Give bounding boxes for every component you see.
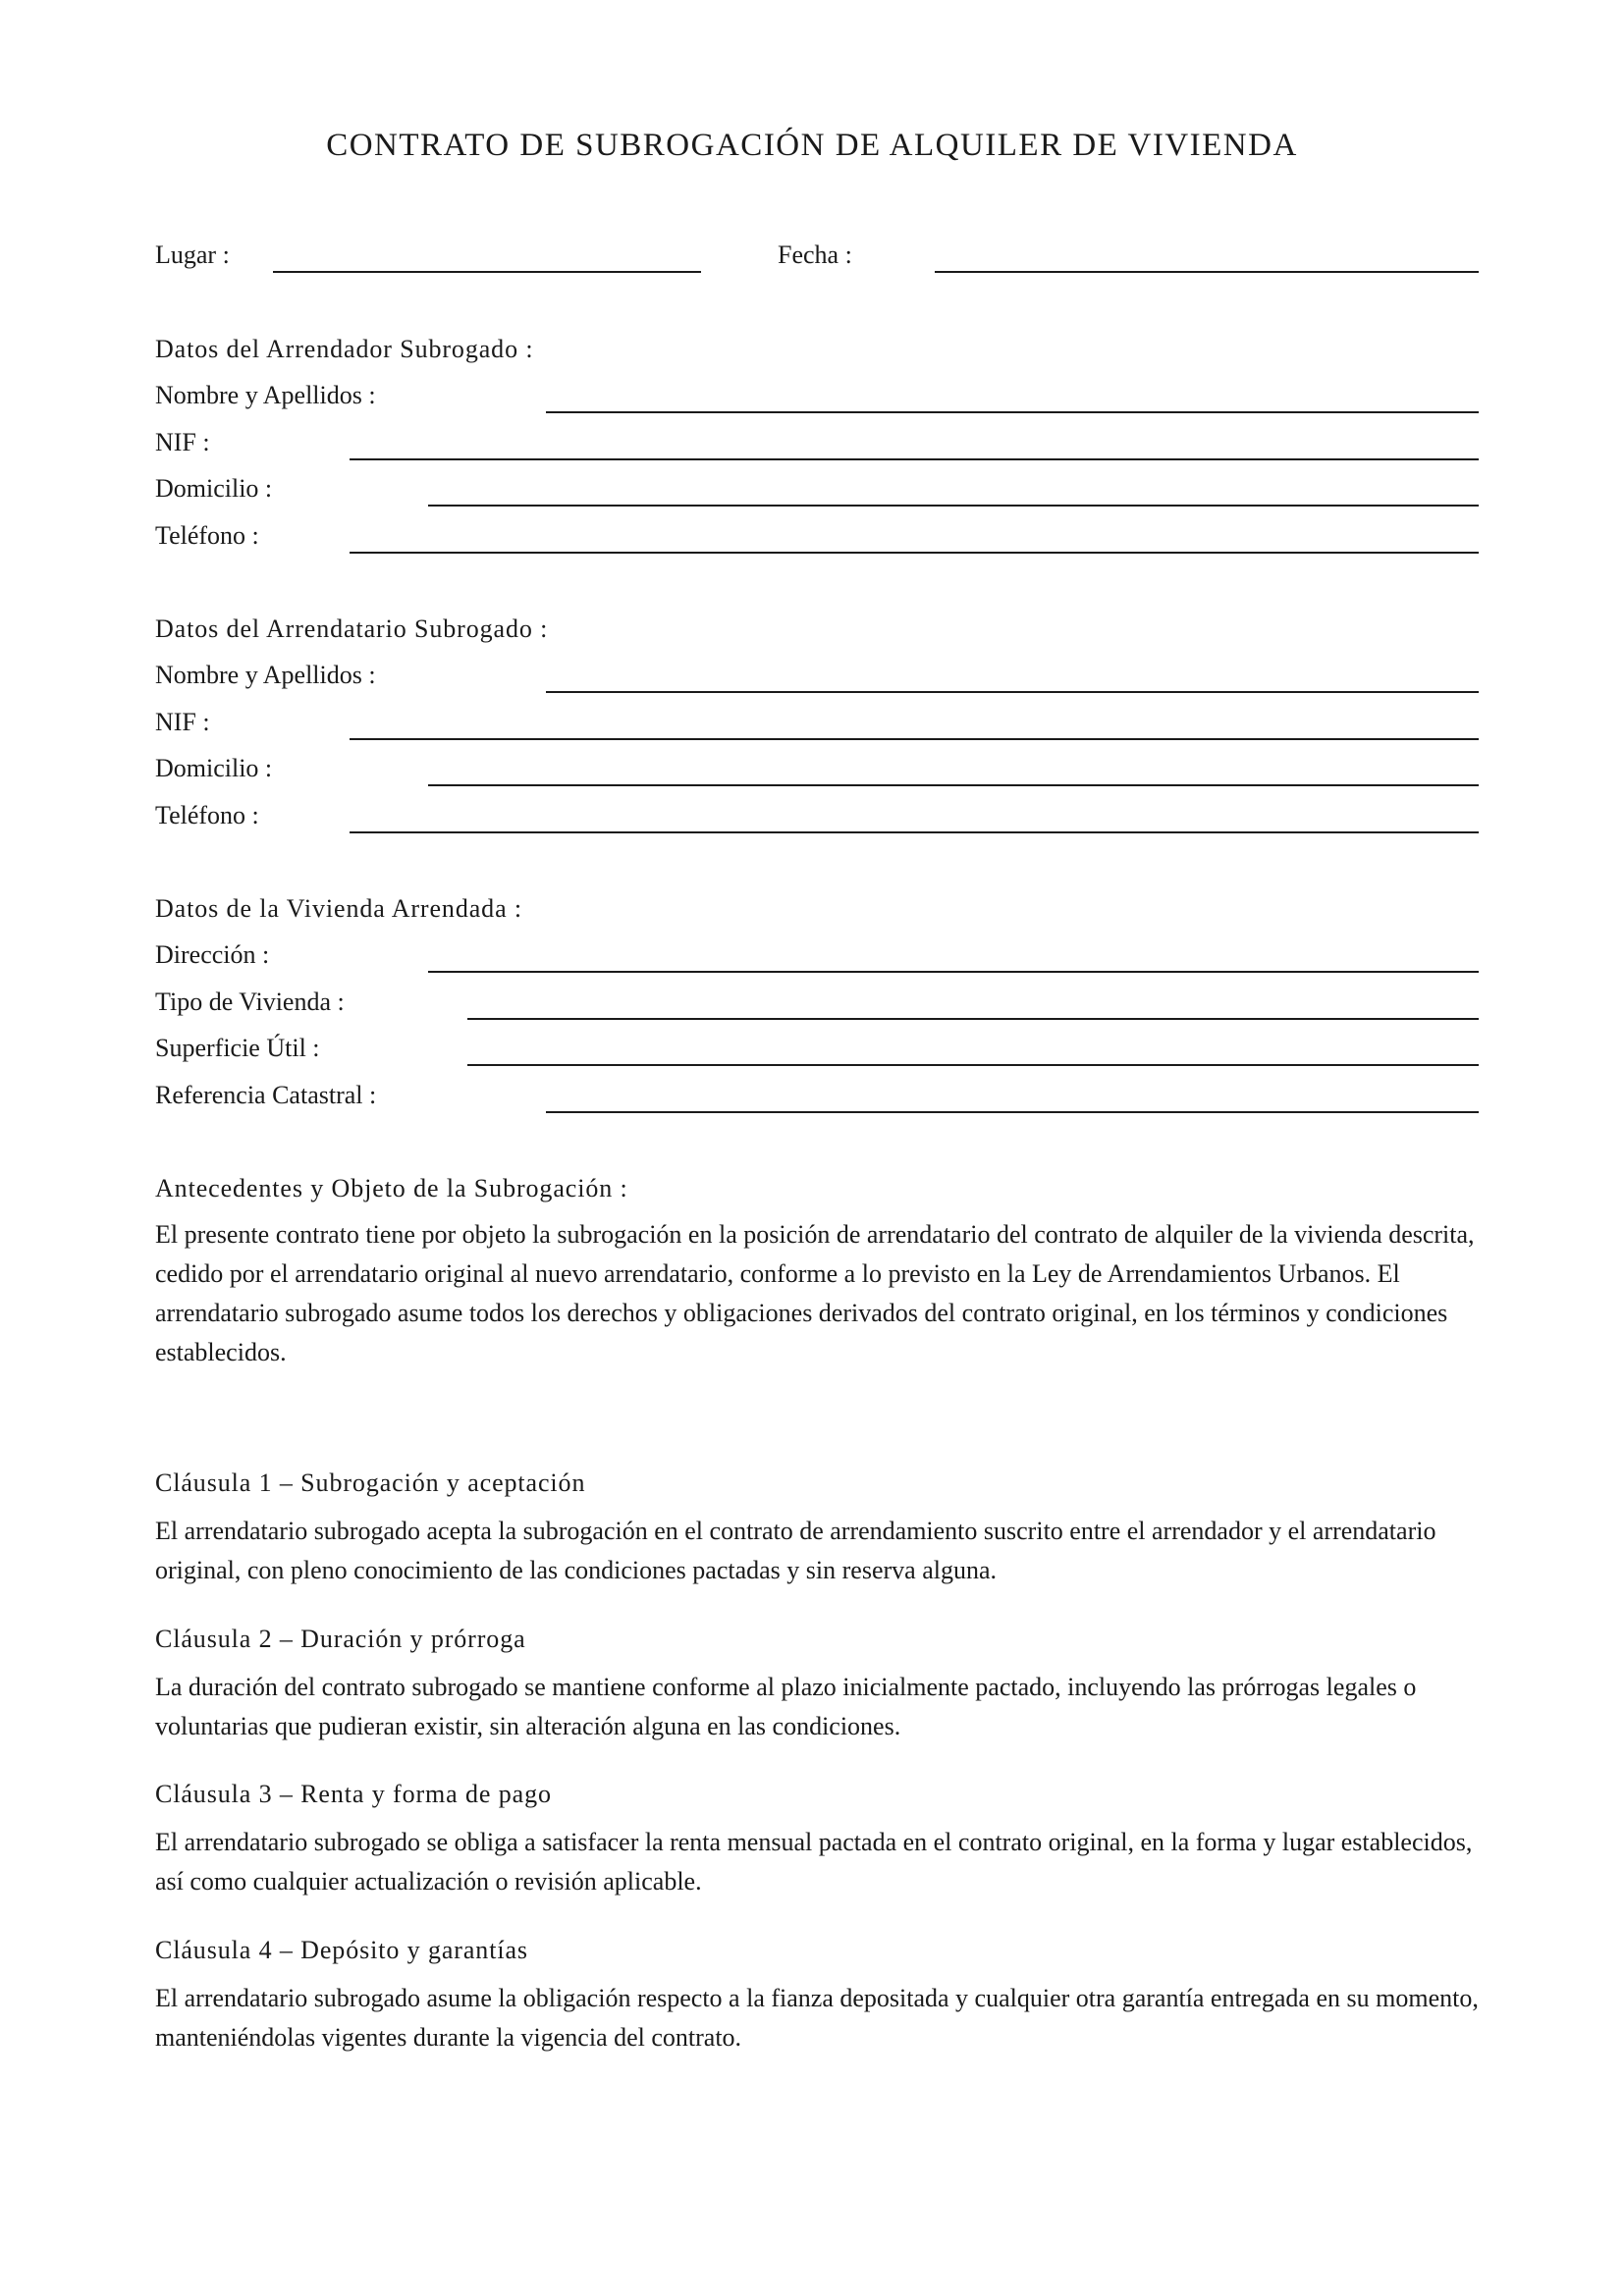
vivienda-tipo-field[interactable]	[467, 1018, 1479, 1020]
vivienda-heading: Datos de la Vivienda Arrendada :	[155, 894, 523, 923]
arrendatario-nif-field[interactable]	[350, 738, 1479, 740]
arrendador-nombre-label: Nombre y Apellidos :	[155, 381, 376, 409]
antecedentes-heading: Antecedentes y Objeto de la Subrogación :	[155, 1174, 628, 1202]
antecedentes-text: El presente contrato tiene por objeto la subrogación en la posición de arrendatario del contrato de alquiler de la vivienda descrita, cedido por el arrendatario original al nuevo arrendatario, conforme a lo previsto en la Ley de Arrendamientos Urbanos. El arrendatario subrogado asume todos los derechos y obligaciones derivados del contrato original, en los términos y condiciones establecidos.	[155, 1220, 1475, 1366]
lugar-field[interactable]	[273, 271, 701, 273]
arrendador-domicilio-label: Domicilio :	[155, 474, 273, 503]
arrendatario-telefono-label: Teléfono :	[155, 801, 259, 829]
fecha-label: Fecha :	[778, 240, 852, 269]
vivienda-tipo-label: Tipo de Vivienda :	[155, 988, 345, 1016]
arrendatario-domicilio-field[interactable]	[428, 784, 1479, 786]
vivienda-superficie-field[interactable]	[467, 1064, 1479, 1066]
clausula-1-text: El arrendatario subrogado acepta la subrogación en el contrato de arrendamiento suscrito entre el arrendador y el arrendatario original, con pleno conocimiento de las condiciones pactadas y sin reserva alguna.	[155, 1517, 1436, 1584]
arrendador-telefono-label: Teléfono :	[155, 521, 259, 550]
vivienda-referencia-field[interactable]	[546, 1111, 1479, 1113]
clausula-4-heading: Cláusula 4 – Depósito y garantías	[155, 1936, 528, 1964]
arrendatario-heading: Datos del Arrendatario Subrogado :	[155, 614, 549, 643]
arrendatario-nombre-label: Nombre y Apellidos :	[155, 661, 376, 689]
clausula-3-text: El arrendatario subrogado se obliga a satisfacer la renta mensual pactada en el contrato original, en la forma y lugar establecidos, así como cualquier actualización o revisión aplicable.	[155, 1828, 1473, 1896]
lugar-label: Lugar :	[155, 240, 230, 269]
arrendatario-telefono-field[interactable]	[350, 831, 1479, 833]
arrendatario-nombre-field[interactable]	[546, 691, 1479, 693]
vivienda-direccion-label: Dirección :	[155, 940, 270, 969]
arrendador-nif-label: NIF :	[155, 428, 210, 456]
fecha-field[interactable]	[935, 271, 1479, 273]
arrendador-nombre-field[interactable]	[546, 411, 1479, 413]
clausula-1-heading: Cláusula 1 – Subrogación y aceptación	[155, 1468, 586, 1497]
clausula-2-heading: Cláusula 2 – Duración y prórroga	[155, 1625, 526, 1653]
vivienda-referencia-label: Referencia Catastral :	[155, 1081, 377, 1109]
clausula-3-heading: Cláusula 3 – Renta y forma de pago	[155, 1780, 552, 1808]
clausula-2-text: La duración del contrato subrogado se mantiene conforme al plazo inicialmente pactado, incluyendo las prórrogas legales o voluntarias que pudieran existir, sin alteración alguna en las condiciones.	[155, 1673, 1417, 1740]
arrendador-domicilio-field[interactable]	[428, 505, 1479, 507]
arrendador-telefono-field[interactable]	[350, 552, 1479, 554]
vivienda-superficie-label: Superficie Útil :	[155, 1034, 320, 1062]
arrendador-nif-field[interactable]	[350, 458, 1479, 460]
arrendatario-nif-label: NIF :	[155, 708, 210, 736]
arrendatario-domicilio-label: Domicilio :	[155, 754, 273, 782]
arrendador-heading: Datos del Arrendador Subrogado :	[155, 335, 534, 363]
clausula-4-text: El arrendatario subrogado asume la obligación respecto a la fianza depositada y cualquier otra garantía entregada en su momento, manteniéndolas vigentes durante la vigencia del contrato.	[155, 1984, 1479, 2052]
document-title: CONTRATO DE SUBROGACIÓN DE ALQUILER DE VIVIENDA	[326, 128, 1298, 163]
vivienda-direccion-field[interactable]	[428, 971, 1479, 973]
